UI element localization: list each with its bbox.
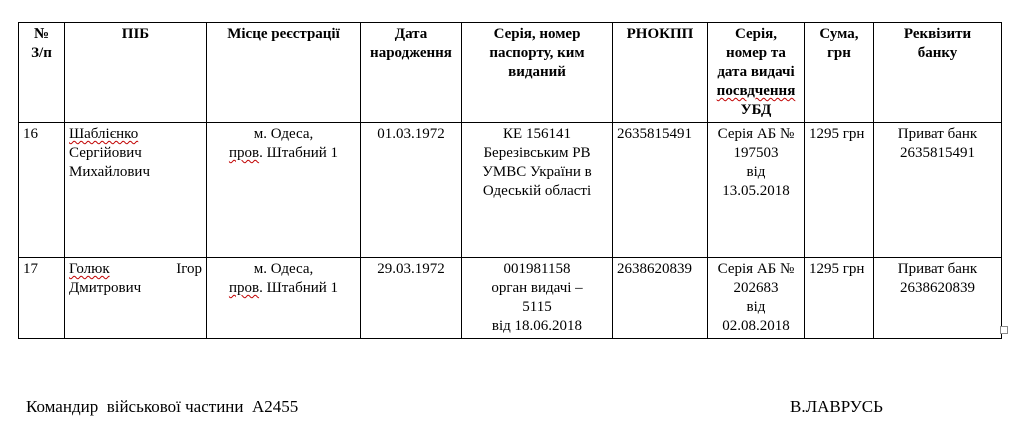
header-num: № З/п — [19, 23, 65, 123]
row-rnokpp: 2638620839 — [613, 258, 708, 339]
commander-label: Командир військової частини А2455 — [26, 397, 299, 416]
header-bank: Реквізити банку — [874, 23, 1002, 123]
row-passport: 001981158 орган видачі – 5115 від 18.06.2018 — [462, 258, 613, 339]
row-place: м. Одеса, пров. Штабний 1 — [207, 258, 361, 339]
signature-name: В.ЛАВРУСЬ — [790, 397, 883, 416]
row-sum: 1295 грн — [805, 123, 874, 258]
table-resize-handle[interactable] — [1000, 326, 1008, 334]
header-passport: Серія, номер паспорту, ким виданий — [462, 23, 613, 123]
header-dob: Дата народження — [361, 23, 462, 123]
row-name: Шаблієнко Сергійович Михайлович — [65, 123, 207, 258]
row-dob: 29.03.1972 — [361, 258, 462, 339]
row-passport: КЕ 156141 Березівським РВ УМВС України в Одеській області — [462, 123, 613, 258]
row-ubd: Серія АБ № 202683 від 02.08.2018 — [708, 258, 805, 339]
header-pib: ПІБ — [65, 23, 207, 123]
header-row — [19, 23, 1002, 123]
header-rnokpp: РНОКПП — [613, 23, 708, 123]
row-bank: Приват банк 2635815491 — [874, 123, 1002, 258]
table-row — [19, 258, 1002, 339]
row-num: 16 — [19, 123, 65, 258]
row-num: 17 — [19, 258, 65, 339]
header-sum: Сума, грн — [805, 23, 874, 123]
row-bank: Приват банк 2638620839 — [874, 258, 1002, 339]
row-sum: 1295 грн — [805, 258, 874, 339]
row-dob: 01.03.1972 — [361, 123, 462, 258]
registry-table — [18, 22, 1002, 339]
row-ubd: Серія АБ № 197503 від 13.05.2018 — [708, 123, 805, 258]
header-ubd: Серія, номер та дата видачі посвдчення УБД — [708, 23, 805, 123]
row-rnokpp: 2635815491 — [613, 123, 708, 258]
table-row — [19, 123, 1002, 258]
row-name: Голюк Ігор Дмитрович — [65, 258, 207, 339]
header-place: Місце реєстрації — [207, 23, 361, 123]
row-place: м. Одеса, пров. Штабний 1 — [207, 123, 361, 258]
